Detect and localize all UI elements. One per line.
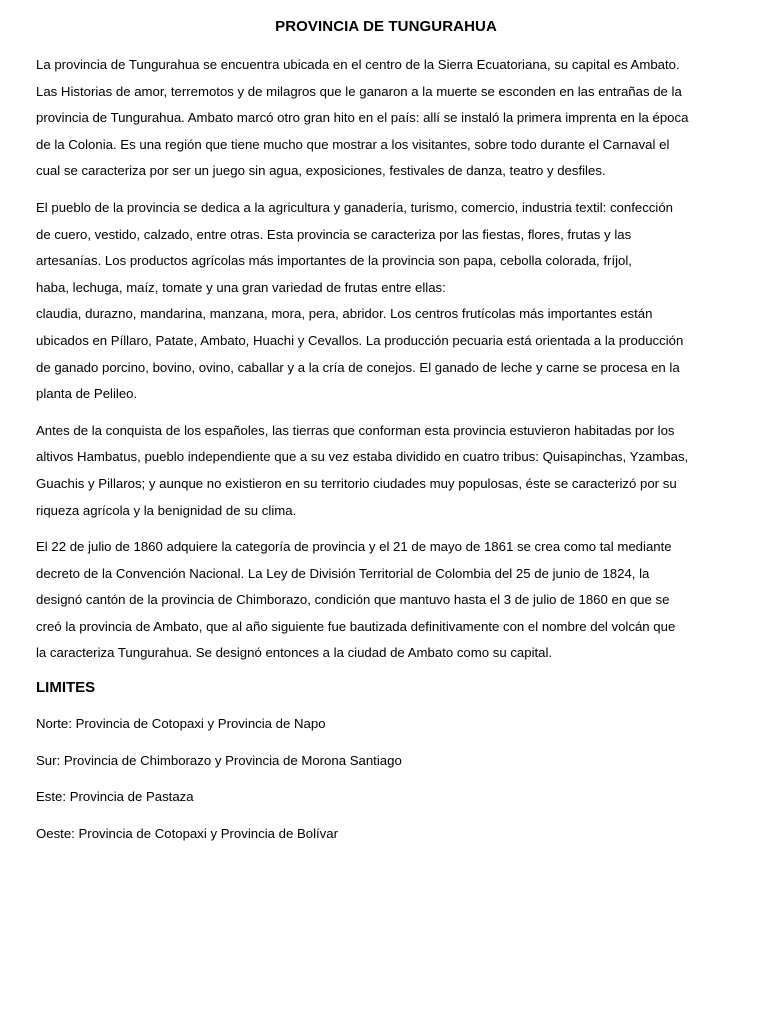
paragraph-line: de la Colonia. Es una región que tiene mucho que mostrar a los visitantes, sobre todo durante el Carnaval el bbox=[36, 136, 670, 152]
paragraph-line: Antes de la conquista de los españoles, las tierras que conforman esta provincia estuvieron habitadas por los bbox=[36, 422, 675, 438]
paragraph-line: Las Historias de amor, terremotos y de milagros que le ganaron a la muerte se esconden en las entrañas de la bbox=[36, 83, 682, 99]
paragraph-line: El 22 de julio de 1860 adquiere la categoría de provincia y el 21 de mayo de 1861 se crea como tal mediante bbox=[36, 539, 672, 555]
paragraph-line: designó cantón de la provincia de Chimborazo, condición que mantuvo hasta el 3 de julio de 1860 en que se bbox=[36, 592, 670, 608]
limit-south: Sur: Provincia de Chimborazo y Provincia de Morona Santiago bbox=[36, 752, 402, 768]
paragraph-line: riqueza agrícola y la benignidad de su clima. bbox=[36, 502, 297, 518]
paragraph-line: de cuero, vestido, calzado, entre otras. Esta provincia se caracteriza por las fiestas, flores, frutas y las bbox=[36, 226, 632, 242]
paragraph-line: de ganado porcino, bovino, ovino, caballar y a la cría de conejos. El ganado de leche y carne se procesa en la bbox=[36, 359, 680, 375]
paragraph-line: creó la provincia de Ambato, que al año siguiente fue bautizada definitivamente con el nombre del volcán que bbox=[36, 618, 676, 634]
document-page bbox=[36, 16, 736, 859]
limit-east: Este: Provincia de Pastaza bbox=[36, 789, 194, 805]
limits-heading: LIMITES bbox=[36, 679, 96, 697]
paragraph-line: Guachis y Pillaros; y aunque no existieron en su territorio ciudades muy populosas, éste se caracterizó por su bbox=[36, 475, 677, 491]
document-title: PROVINCIA DE TUNGURAHUA bbox=[275, 18, 497, 35]
paragraph-line: planta de Pelileo. bbox=[36, 386, 138, 402]
paragraph-line: claudia, durazno, mandarina, manzana, mora, pera, abridor. Los centros frutícolas más importantes están bbox=[36, 306, 653, 322]
paragraph-line: decreto de la Convención Nacional. La Ley de División Territorial de Colombia del 25 de junio de 1824, la bbox=[36, 565, 650, 581]
paragraph-line: la caracteriza Tungurahua. Se designó entonces a la ciudad de Ambato como su capital. bbox=[36, 645, 553, 661]
paragraph-line: El pueblo de la provincia se dedica a la agricultura y ganadería, turismo, comercio, industria textil: confección bbox=[36, 199, 673, 215]
paragraph-line: La provincia de Tungurahua se encuentra ubicada en el centro de la Sierra Ecuatoriana, su capital es Ambato. bbox=[36, 57, 680, 72]
paragraph-line: cual se caracteriza por ser un juego sin agua, exposiciones, festivales de danza, teatro y desfiles. bbox=[36, 163, 606, 179]
paragraph-line: artesanías. Los productos agrícolas más importantes de la provincia son papa, cebolla colorada, fríjol, bbox=[36, 253, 632, 269]
paragraph-location bbox=[36, 52, 736, 185]
limit-west: Oeste: Provincia de Cotopaxi y Provincia de Bolívar bbox=[36, 825, 338, 841]
paragraph-history bbox=[36, 418, 736, 524]
limit-north: Norte: Provincia de Cotopaxi y Provincia de Napo bbox=[36, 716, 326, 732]
paragraph-line: haba, lechuga, maíz, tomate y una gran variedad de frutas entre ellas: bbox=[36, 279, 446, 295]
paragraph-economy bbox=[36, 195, 736, 408]
paragraph-founding bbox=[36, 534, 736, 667]
paragraph-line: altivos Hambatus, pueblo independiente que a su vez estaba dividido en cuatro tribus: Quisapinchas, Yzambas, bbox=[36, 449, 689, 465]
paragraph-line: provincia de Tungurahua. Ambato marcó otro gran hito en el país: allí se instaló la primera imprenta en la época bbox=[36, 110, 689, 126]
paragraph-line: ubicados en Píllaro, Patate, Ambato, Huachi y Cevallos. La producción pecuaria está orientada a la producción bbox=[36, 332, 684, 348]
